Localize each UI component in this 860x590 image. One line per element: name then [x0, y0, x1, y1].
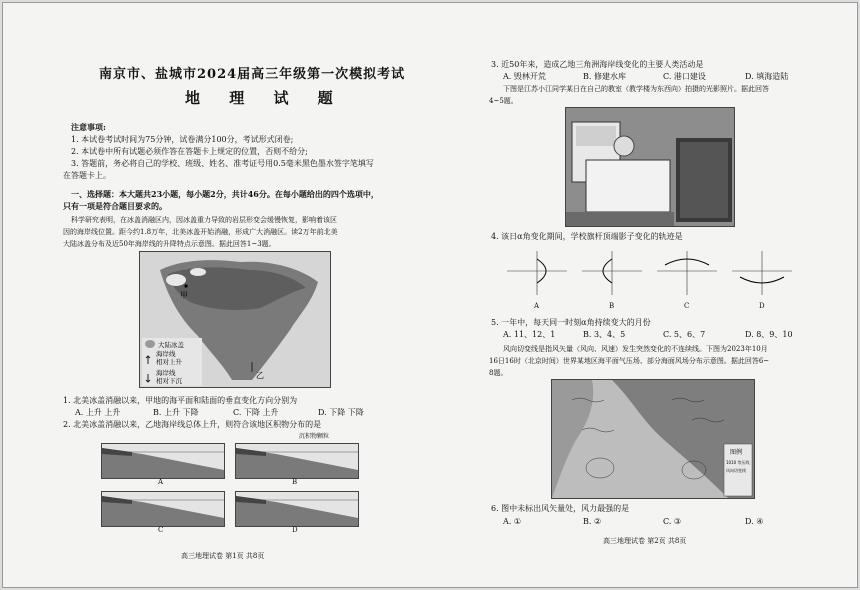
exam-title: 南京市、盐城市2024届高三年级第一次模拟考试: [99, 67, 406, 82]
q4-option-a[interactable]: A: [534, 302, 540, 310]
page-footer-left: 高三地理试卷 第1页 共8页: [181, 552, 265, 560]
section-c-label: C: [158, 526, 164, 534]
section-c: [101, 491, 225, 527]
q1-option-a[interactable]: A. 上升 上升: [75, 408, 121, 417]
notice-item: 1. 本试卷考试时间为75分钟，试卷满分100分，考试形式闭卷;: [71, 135, 294, 144]
section-heading: 一、选择题：本大题共23小题，每小题2分，共计46分。在每小题给出的四个选项中，: [71, 189, 379, 199]
q6-option-c[interactable]: C. ③: [663, 517, 682, 526]
section-b: [235, 443, 359, 479]
q3-option-c[interactable]: C. 港口建设: [663, 72, 706, 81]
classroom-photo: [565, 107, 735, 227]
section-d-label: D: [292, 526, 298, 534]
q4-option-d[interactable]: D: [759, 302, 765, 310]
q3-stem: 3. 近50年来，造成乙地三角洲海岸线变化的主要人类活动是: [491, 60, 704, 69]
section-a-label: A: [158, 478, 164, 486]
notice-heading: 注意事项:: [71, 122, 106, 132]
page-footer-right: 高三地理试卷 第2页 共8页: [603, 537, 687, 545]
wind-intro: 风向切变线是指风矢量（风向、风速）发生突然变化的不连续线。下图为2023年10月: [503, 345, 768, 353]
q1-option-d[interactable]: D. 下降 下降: [318, 408, 364, 417]
section-a: [101, 443, 225, 479]
shadow-track-options: [497, 243, 797, 305]
q3-option-d[interactable]: D. 填海造陆: [745, 72, 789, 81]
q6-stem: 6. 图中未标出风矢量处，风力最强的是: [491, 504, 630, 513]
legend-rise: 海岸线: [156, 350, 176, 358]
q5-stem: 5. 一年中，每天同一时刻α角持续变大的月份: [491, 318, 651, 327]
intro-text: 因的海岸线位置。距今约1.8万年，北美冰盖开始消融，形成广大消融区。读2万年前北美: [63, 228, 338, 236]
q1-option-c[interactable]: C. 下降 上升: [233, 408, 279, 417]
legend-ice: 大陆冰盖: [158, 341, 184, 349]
notice-item: 在答题卡上。: [63, 171, 111, 180]
q5-option-b[interactable]: B. 3、4、5: [583, 330, 626, 339]
q3-option-b[interactable]: B. 修建水库: [583, 72, 626, 81]
q2-stem: 2. 北美冰盖消融以来，乙地海岸线总体上升，则符合该地区积物分布的是: [63, 420, 322, 429]
section-heading: 只有一项是符合题目要求的。: [63, 201, 167, 211]
pressure-wind-map: [551, 379, 755, 499]
photo-intro: 下图是江苏小江同学某日在自己的教室（教学楼为东西向）拍摄的光影照片。据此回答: [503, 85, 769, 93]
map-legend-shear: 风向切变线: [726, 468, 746, 473]
section-d: [235, 491, 359, 527]
q6-option-a[interactable]: A. ①: [503, 517, 522, 526]
q4-option-c[interactable]: C: [684, 302, 690, 310]
q5-option-d[interactable]: D. 8、9、10: [745, 330, 793, 339]
notice-item: 2. 本试卷中所有试题必须作答在答题卡上规定的位置，否则不给分;: [71, 147, 308, 156]
legend-rise: 相对上升: [156, 358, 182, 366]
legend-fall: 海岸线: [156, 369, 176, 377]
north-america-ice-map: [139, 251, 331, 388]
exam-subject: 地 理 试 题: [185, 89, 345, 107]
point-jia-label: 甲: [180, 291, 188, 300]
q1-option-b[interactable]: B. 上升 下降: [153, 408, 199, 417]
q3-option-a[interactable]: A. 毁林开荒: [503, 72, 546, 81]
section-b-label: B: [292, 478, 298, 486]
notice-item: 3. 答题前，务必将自己的学校、班级、姓名、准考证号用0.5毫米黑色墨水签字笔填写: [71, 159, 374, 168]
map-legend-isobar: 1010 等压线: [726, 460, 750, 465]
legend-fall: 相对下沉: [156, 377, 182, 385]
wind-intro: 16日16时（北京时间）世界某地区海平面气压场、部分海面风场分布示意图。据此回答6~: [489, 357, 770, 365]
point-yi-label: 乙: [256, 371, 264, 380]
intro-text: 大陆冰盖分布及近50年海岸线的升降特点示意图。据此回答1~3题。: [63, 240, 276, 248]
exam-sheet: [2, 2, 858, 588]
q4-stem: 4. 该日α角变化期间，学校旗杆顶端影子变化的轨迹是: [491, 232, 683, 241]
q6-option-b[interactable]: B. ②: [583, 517, 602, 526]
sediment-legend: 沉积物颗粒: [299, 433, 330, 440]
q6-option-d[interactable]: D. ④: [745, 517, 764, 526]
wind-intro: 8题。: [489, 369, 508, 377]
map-legend-title: 图例: [730, 449, 743, 456]
q5-option-a[interactable]: A. 11、12、1: [503, 330, 556, 339]
q1-stem: 1. 北美冰盖消融以来，甲地的海平面和陆面的垂直变化方向分别为: [63, 396, 298, 405]
photo-intro: 4~5题。: [489, 97, 518, 105]
q4-option-b[interactable]: B: [609, 302, 615, 310]
q5-option-c[interactable]: C. 5、6、7: [663, 330, 706, 339]
intro-text: 科学研究表明，在冰盖消融区内，因冰盖重力导致的岩层形变会缓慢恢复，影响着该区: [71, 216, 337, 224]
